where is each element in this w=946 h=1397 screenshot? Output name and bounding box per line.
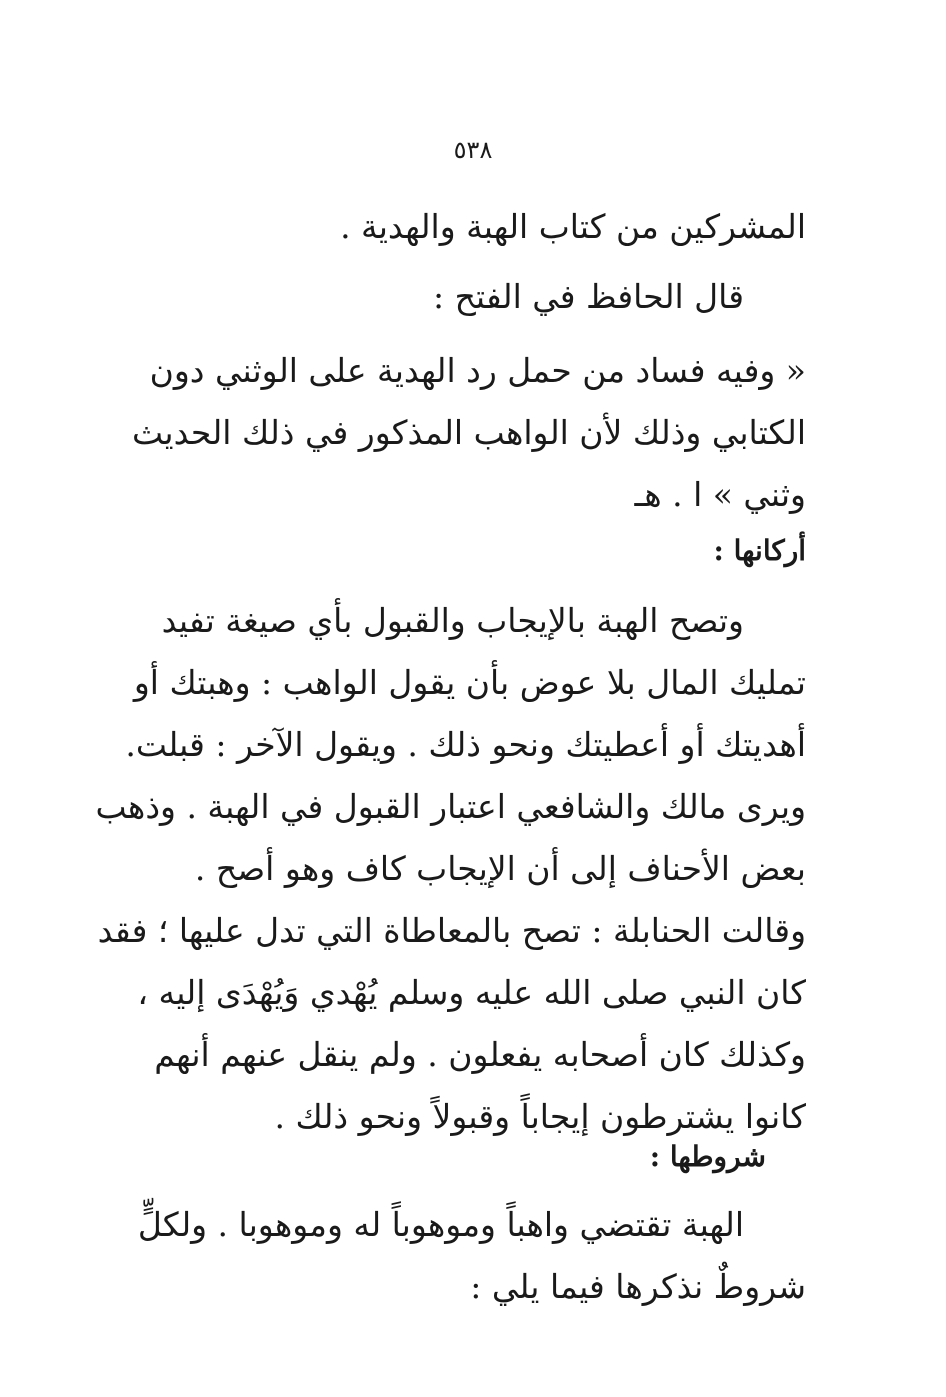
body-line: شروطٌ نذكرها فيما يلي : xyxy=(470,1267,806,1306)
body-line: وقالت الحنابلة : تصح بالمعاطاة التي تدل عليها ؛ فقد xyxy=(97,911,806,950)
body-line: الهبة تقتضي واهباً وموهوباً له وموهوبا . ولكلٍّ xyxy=(137,1205,744,1244)
quote-line: « وفيه فساد من حمل رد الهدية على الوثني دون xyxy=(149,351,806,390)
body-line: وتصح الهبة بالإيجاب والقبول بأي صيغة تفيد xyxy=(161,601,744,640)
body-line: كانوا يشترطون إيجاباً وقبولاً ونحو ذلك . xyxy=(274,1097,806,1136)
body-line: ويرى مالك والشافعي اعتبار القبول في الهبة . وذهب xyxy=(95,787,806,826)
body-line: تمليك المال بلا عوض بأن يقول الواهب : وهبتك أو xyxy=(133,663,806,702)
intro-quote-lead xyxy=(126,266,806,328)
body-line: كان النبي صلى الله عليه وسلم يُهْدي وَيُهْدَى إليه ، xyxy=(137,973,806,1012)
quote-line: الكتابي وذلك لأن الواهب المذكور في ذلك الحديث xyxy=(132,413,806,452)
body-line: وكذلك كان أصحابه يفعلون . ولم ينقل عنهم أنهم xyxy=(154,1035,806,1074)
section-heading-pillars: أركانها : xyxy=(713,534,806,567)
quote-line: وثني » ا . هـ xyxy=(634,475,806,514)
intro-paragraph xyxy=(126,196,806,258)
conditions-paragraph xyxy=(126,1194,806,1318)
section-heading-conditions: شروطها : xyxy=(649,1140,766,1173)
body-line: بعض الأحناف إلى أن الإيجاب كاف وهو أصح . xyxy=(194,849,806,888)
page-number: ٥٣٨ xyxy=(453,136,493,164)
body-line: أهديتك أو أعطيتك ونحو ذلك . ويقول الآخر : قبلت. xyxy=(125,725,806,764)
intro-line: المشركين من كتاب الهبة والهدية . xyxy=(340,207,806,246)
quote-paragraph xyxy=(126,340,806,526)
quote-lead-line: قال الحافظ في الفتح : xyxy=(432,277,744,316)
pillars-paragraph xyxy=(95,590,806,1148)
